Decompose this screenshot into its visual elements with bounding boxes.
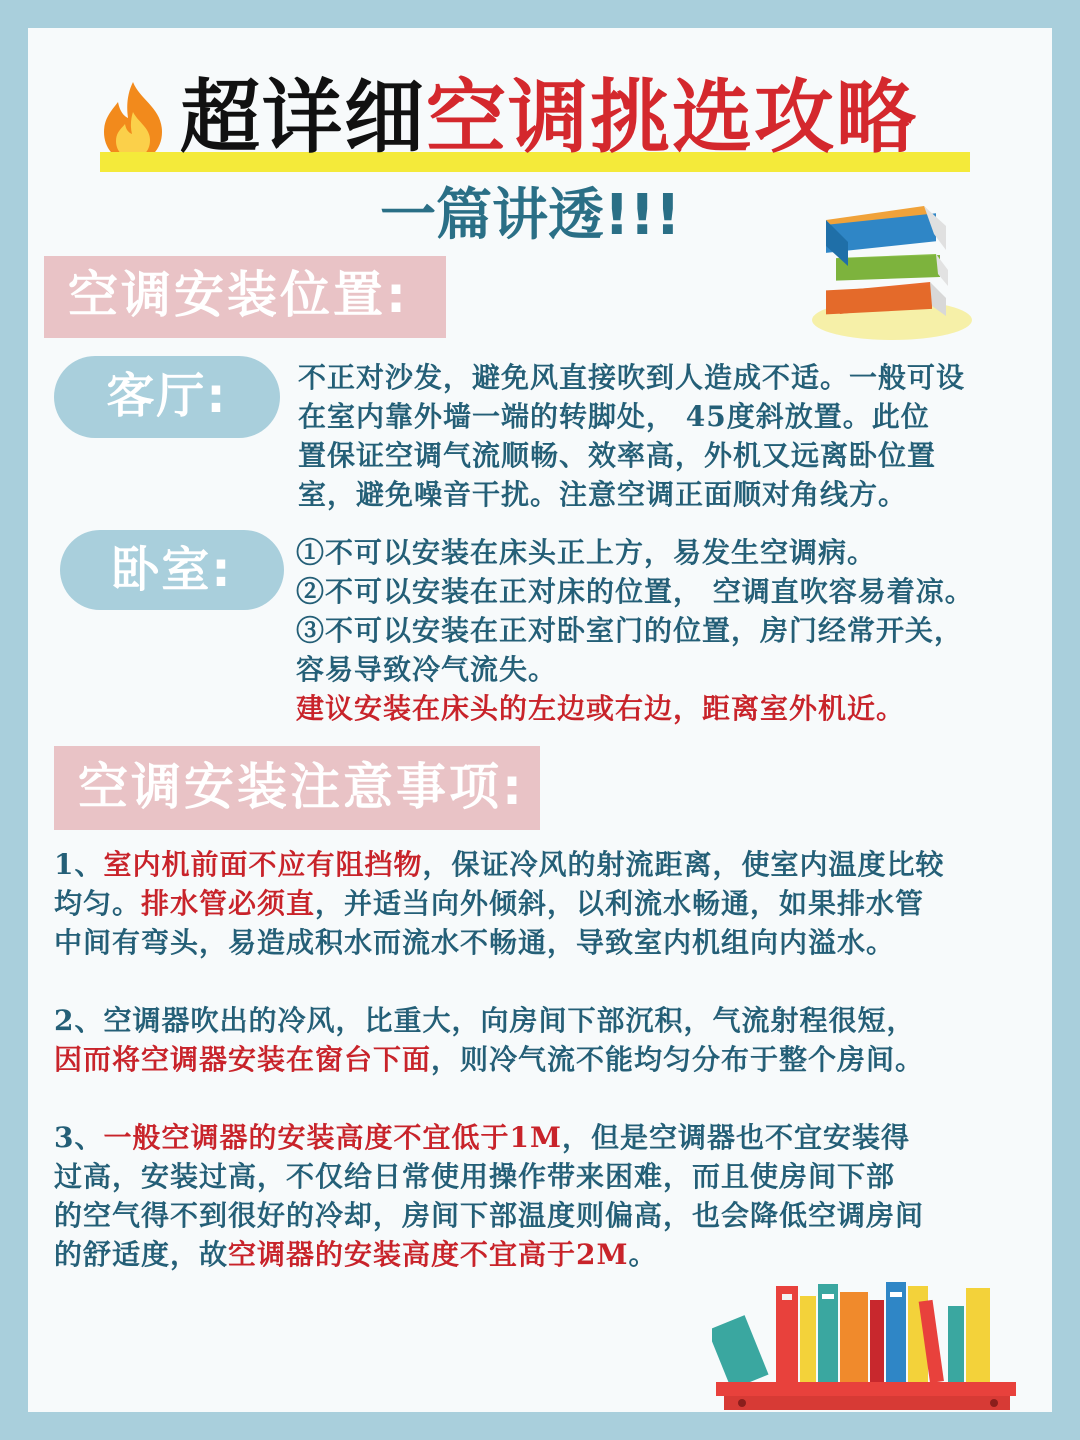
page-title — [180, 71, 918, 164]
living-line-1: 不正对沙发，避免风直接吹到人造成不适。一般可设 — [298, 361, 966, 394]
living-room-label: 客厅: — [54, 356, 280, 438]
bedroom-line-3: ③不可以安装在正对卧室门的位置，房门经常开关， — [296, 614, 964, 647]
note3-line-4 — [54, 1235, 1054, 1274]
note1-red2: 排水管必须直 — [141, 887, 316, 920]
bedroom-text — [296, 533, 1056, 728]
note1-text3: ，并适当向外倾斜，以利流水畅通，如果排水管 — [315, 887, 925, 920]
note3-prefix: 3、 — [54, 1121, 104, 1154]
bedroom-line-4: 容易导致冷气流失。 — [296, 653, 558, 686]
spacer — [54, 1079, 1054, 1118]
note2-text: ，则冷气流不能均匀分布于整个房间。 — [431, 1043, 925, 1076]
living-line-3: 置保证空调气流顺畅、效率高，外机又远离卧位置 — [298, 439, 937, 472]
note3-red2: 空调器的安装高度不宜高于2M — [228, 1238, 629, 1271]
books-stack-icon — [796, 198, 974, 344]
section-heading-install-notes: 空调安装注意事项: — [54, 746, 540, 830]
note1-line-3: 中间有弯头，易造成积水而流水不畅通，导致室内机组向内溢水。 — [54, 926, 896, 959]
note3-end: 。 — [628, 1238, 658, 1271]
bedroom-line-2: ②不可以安装在正对床的位置， 空调直吹容易着凉。 — [296, 575, 974, 608]
note2-line-2 — [54, 1040, 1054, 1079]
bedroom-line-1: ①不可以安装在床头正上方，易发生空调病。 — [296, 536, 877, 569]
note1-red1: 室内机前面不应有阻挡物 — [103, 848, 423, 881]
note1-text2: 均匀。 — [54, 887, 142, 920]
note1-prefix: 1、 — [54, 848, 104, 881]
install-notes — [54, 845, 1054, 1274]
title-part2: 空调挑选攻略 — [426, 71, 918, 164]
title-part1: 超详细 — [180, 71, 426, 164]
note3-line-2: 过高，安装过高，不仅给日常使用操作带来困难，而且使房间下部 — [54, 1160, 896, 1193]
note2-red: 因而将空调器安装在窗台下面 — [54, 1043, 432, 1076]
note1-line-1 — [54, 845, 1054, 884]
bedroom-highlight: 建议安装在床头的左边或右边，距离室外机近。 — [296, 692, 906, 725]
bedroom-label: 卧室: — [60, 530, 284, 610]
note3-line-1 — [54, 1118, 1054, 1157]
page-subtitle: 一篇讲透!!! — [380, 183, 681, 248]
note3-line-3: 的空气得不到很好的冷却，房间下部温度则偏高，也会降低空调房间 — [54, 1199, 925, 1232]
note1-line-2 — [54, 884, 1054, 923]
spacer — [54, 962, 1054, 1001]
note1-text1: ，保证冷风的射流距离，使室内温度比较 — [422, 848, 945, 881]
section-heading-install-location: 空调安装位置: — [44, 256, 446, 338]
note3-text1: ，但是空调器也不宜安装得 — [561, 1121, 910, 1154]
living-line-4: 室，避免噪音干扰。注意空调正面顺对角线方。 — [298, 478, 908, 511]
note2-line-1: 2、空调器吹出的冷风，比重大，向房间下部沉积，气流射程很短， — [54, 1004, 916, 1037]
note3-red1: 一般空调器的安装高度不宜低于1M — [103, 1121, 562, 1154]
note3-text4: 的舒适度，故 — [54, 1238, 229, 1271]
living-line-2: 在室内靠外墙一端的转脚处， 45度斜放置。此位 — [298, 400, 930, 433]
bookshelf-icon — [712, 1278, 1022, 1416]
living-room-text — [298, 358, 1058, 514]
